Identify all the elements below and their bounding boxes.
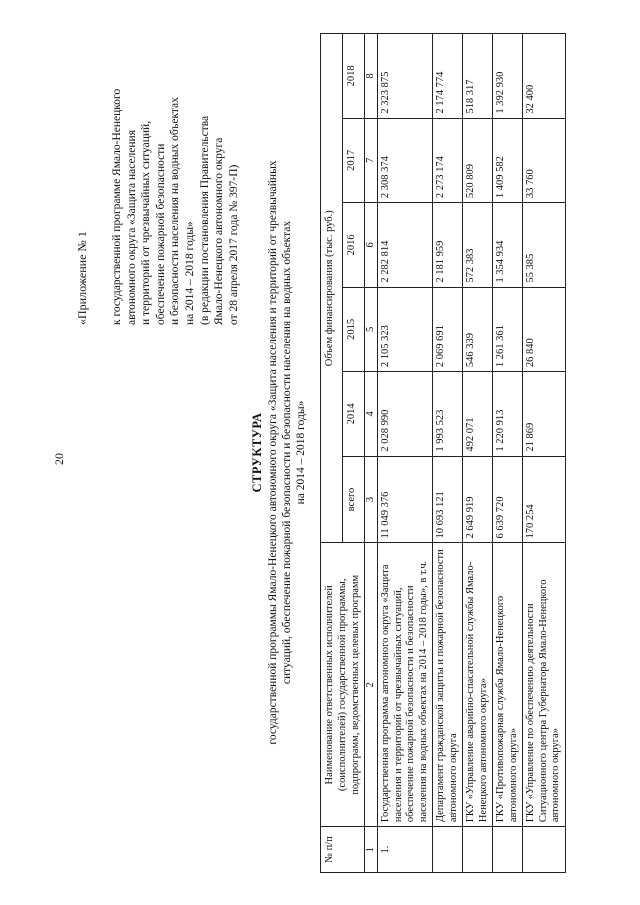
row-number [433, 827, 463, 873]
year-value: 21 869 [523, 372, 566, 456]
table-header-row [321, 34, 343, 873]
column-header-total: всего [343, 456, 365, 543]
year-value: 1 993 523 [433, 372, 463, 456]
table-row [433, 34, 463, 873]
table-row [523, 34, 566, 873]
year-value: 2 174 774 [433, 34, 463, 119]
header-line: Ямало-Ненецкого автономного округа [213, 137, 226, 325]
table-row [493, 34, 523, 873]
row-number [523, 827, 566, 873]
total-value: 11 049 376 [378, 456, 433, 543]
table-row [463, 34, 493, 873]
column-number-row [365, 34, 378, 873]
executor-name: ГКУ «Управление аварийно-спасательной службы Ямало-Ненецкого автономного округа» [463, 543, 493, 827]
row-number: 1. [378, 827, 433, 873]
appendix-reference-block [110, 25, 241, 325]
header-line: и безопасности населения на водных объектах [169, 97, 182, 325]
executor-name: ГКУ «Управление по обеспечению деятельности Ситуационного центра Губернатора Ямало-Ненецкого автономного округа» [523, 543, 566, 827]
column-header-name: Наименование ответственных исполнителей (соисполнителей) государственной программы, подпрограмм, ведомственных целевых программ [321, 543, 365, 827]
column-number: 7 [365, 118, 378, 202]
header-line: к государственной программе Ямало-Ненецкого [111, 88, 123, 325]
year-value: 1 261 361 [493, 287, 523, 371]
header-line: автономного округа «Защита населения [125, 130, 138, 325]
column-number: 2 [365, 543, 378, 827]
header-line: от 28 апреля 2017 года № 397-П) [227, 164, 240, 325]
column-header-year: 2018 [343, 34, 365, 119]
year-value: 55 385 [523, 203, 566, 287]
page-number: 20 [52, 453, 66, 465]
executor-name: Департамент гражданской защиты и пожарной безопасности автономного округа [433, 543, 463, 827]
column-header-funding: Объем финансирования (тыс. руб.) [321, 34, 343, 543]
column-header-year: 2017 [343, 118, 365, 202]
row-number [463, 827, 493, 873]
year-value: 2 273 174 [433, 118, 463, 202]
row-number [493, 827, 523, 873]
year-value: 32 400 [523, 34, 566, 119]
year-value: 1 409 582 [493, 118, 523, 202]
executor-name: ГКУ «Противопожарная служба Ямало-Ненецкого автономного округа» [493, 543, 523, 827]
subtitle-line: государственной программы Ямало-Ненецкого автономного округа «Защита населения и территорий от чрезвычайных [267, 160, 279, 745]
year-value: 2 323 875 [378, 34, 433, 119]
document-subtitle [266, 100, 308, 805]
header-line: на 2014 – 2018 годы» [183, 221, 196, 325]
header-line: и территорий от чрезвычайных ситуаций, [140, 120, 153, 325]
year-value: 1 354 934 [493, 203, 523, 287]
funding-structure-table [320, 33, 566, 873]
year-value: 2 028 990 [378, 372, 433, 456]
year-value: 26 840 [523, 287, 566, 371]
column-number: 8 [365, 34, 378, 119]
year-value: 2 181 959 [433, 203, 463, 287]
column-number: 1 [365, 827, 378, 873]
subtitle-line: на 2014 – 2018 годы» [295, 400, 307, 505]
year-value: 33 760 [523, 118, 566, 202]
appendix-label: «Приложение № 1 [75, 231, 89, 325]
column-header-number: № п/п [321, 827, 365, 873]
header-line: обеспечение пожарной безопасности [154, 143, 167, 325]
column-number: 4 [365, 372, 378, 456]
total-value: 170 254 [523, 456, 566, 543]
year-value: 572 383 [463, 203, 493, 287]
year-value: 2 105 323 [378, 287, 433, 371]
column-header-year: 2015 [343, 287, 365, 371]
year-value: 546 339 [463, 287, 493, 371]
column-number: 5 [365, 287, 378, 371]
year-value: 520 809 [463, 118, 493, 202]
column-header-year: 2016 [343, 203, 365, 287]
column-number: 6 [365, 203, 378, 287]
column-header-year: 2014 [343, 372, 365, 456]
column-number: 3 [365, 456, 378, 543]
document-title: СТРУКТУРА [250, 412, 264, 493]
year-value: 2 282 814 [378, 203, 433, 287]
subtitle-line: ситуаций, обеспечение пожарной безопасности и безопасности населения на водных объектах [281, 220, 293, 685]
year-value: 492 071 [463, 372, 493, 456]
year-value: 518 317 [463, 34, 493, 119]
total-value: 10 693 121 [433, 456, 463, 543]
year-value: 2 308 374 [378, 118, 433, 202]
year-value: 2 069 691 [433, 287, 463, 371]
table-row [378, 34, 433, 873]
year-value: 1 392 930 [493, 34, 523, 119]
header-line: (в редакции постановления Правительства [198, 115, 211, 325]
executor-name: Государственная программа автономного округа «Защита населения и территорий от чрезвычайных ситуаций, обеспечение пожарной безопасности и безопасности населения на водных объектах на 2014 – 2018 годы», в т.ч. [378, 543, 433, 827]
total-value: 2 649 919 [463, 456, 493, 543]
year-value: 1 220 913 [493, 372, 523, 456]
total-value: 6 639 720 [493, 456, 523, 543]
